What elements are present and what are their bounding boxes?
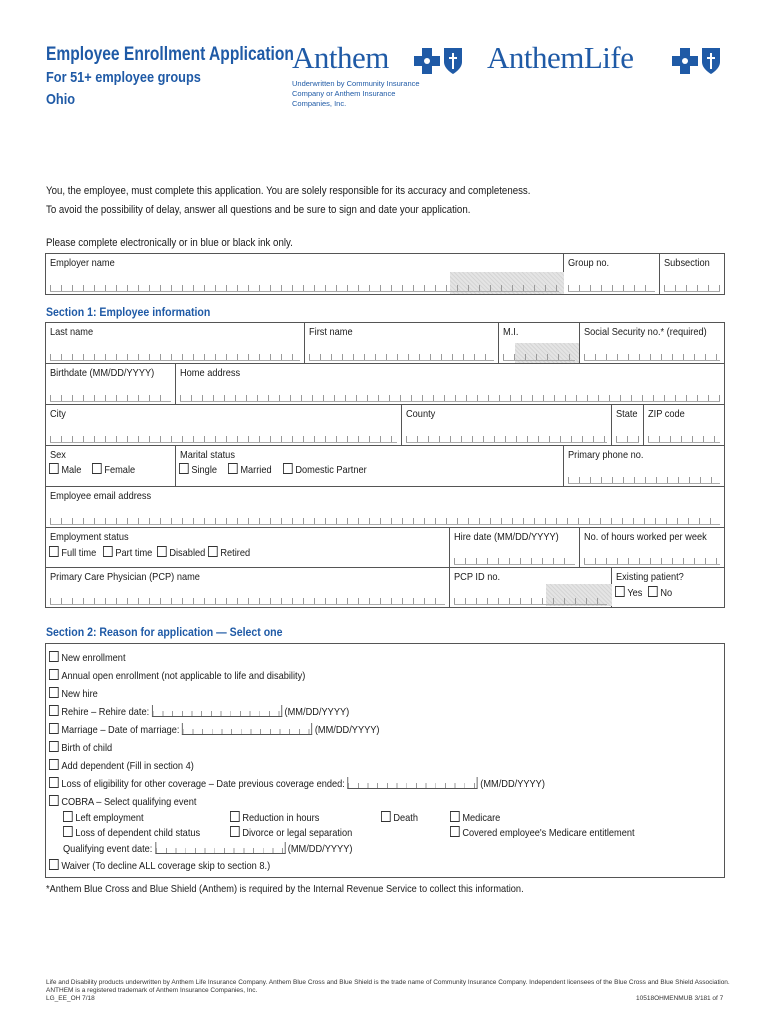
marital-status-field: Marital status Single Married Domestic Partner (176, 446, 564, 487)
anthem-logo-text: Anthem (292, 40, 389, 75)
zip-field[interactable]: ZIP code (644, 405, 724, 446)
footer-line-1: Life and Disability products underwritten by Anthem Life Insurance Company. Anthem Blue Cross and Blue Shield is the trade name of Community Insurance Company. Independent licensees of the Blue Cross and Blue Shield Association. (46, 979, 730, 986)
group-no-field[interactable]: Group no. (564, 254, 660, 294)
existing-patient-field: Existing patient? Yes No (616, 571, 684, 599)
cobra-checkbox[interactable]: COBRA – Select qualifying event (49, 795, 196, 808)
first-name-field[interactable]: First name (305, 323, 499, 364)
marriage-date-input[interactable] (182, 723, 312, 735)
existing-yes-checkbox[interactable]: Yes (615, 586, 642, 599)
footer-code: 10518OHMENMUB 3/18 (636, 995, 708, 1002)
intro-line-1: You, the employee, must complete this application. You are solely responsible for its accuracy and completeness. (46, 185, 531, 197)
footer-form-id: LG_EE_OH 7/18 (46, 995, 95, 1002)
full-time-checkbox[interactable]: Full time (49, 546, 96, 559)
employment-status-field: Employment status Full time Part time Disabled Retired (46, 528, 450, 568)
male-checkbox[interactable]: Male (49, 463, 81, 476)
pcp-id-field[interactable]: PCP ID no. (450, 568, 612, 607)
existing-no-checkbox[interactable]: No (648, 586, 672, 599)
subsection-field[interactable]: Subsection (660, 254, 724, 294)
blue-cross-icon (672, 48, 698, 74)
loss-date-input[interactable] (347, 777, 477, 789)
anthem-life-logo-text: AnthemLife (487, 40, 634, 75)
pcp-name-field[interactable]: Primary Care Physician (PCP) name (46, 568, 450, 607)
form-state: Ohio (46, 91, 76, 108)
footer-line-2: ANTHEM is a registered trademark of Anthem Insurance Companies, Inc. (46, 987, 258, 994)
form-title: Employee Enrollment Application (46, 44, 294, 65)
city-field[interactable]: City (46, 405, 402, 446)
page-number: 1 of 7 (707, 995, 724, 1002)
footnote: *Anthem Blue Cross and Blue Shield (Anthem) is required by the Internal Revenue Service to collect this information. (46, 883, 524, 895)
blue-shield-icon (702, 48, 720, 74)
new-hire-checkbox[interactable]: New hire (49, 687, 98, 700)
sex-field: Sex Male Female (46, 446, 176, 487)
primary-phone-field[interactable]: Primary phone no. (564, 446, 724, 487)
state-field[interactable]: State (612, 405, 644, 446)
new-enrollment-checkbox[interactable]: New enrollment (49, 651, 126, 664)
part-time-checkbox[interactable]: Part time (103, 546, 152, 559)
qualifying-event-date: Qualifying event date: (MM/DD/YYYY) (63, 843, 353, 855)
birthdate-field[interactable]: Birthdate (MM/DD/YYYY) (46, 364, 176, 405)
marriage-checkbox[interactable]: Marriage – Date of marriage: (MM/DD/YYYY) (49, 723, 380, 736)
reduction-hours-checkbox[interactable]: Reduction in hours (230, 811, 319, 824)
medicare-checkbox[interactable]: Medicare (450, 811, 500, 824)
last-name-field[interactable]: Last name (46, 323, 305, 364)
rehire-checkbox[interactable]: Rehire – Rehire date: (MM/DD/YYYY) (49, 705, 349, 718)
section2-title: Section 2: Reason for application — Select one (46, 625, 283, 639)
single-checkbox[interactable]: Single (179, 463, 217, 476)
domestic-partner-checkbox[interactable]: Domestic Partner (283, 463, 367, 476)
hours-per-week-field[interactable]: No. of hours worked per week (580, 528, 724, 568)
home-address-field[interactable]: Home address (176, 364, 724, 405)
loss-of-eligibility-checkbox[interactable]: Loss of eligibility for other coverage – Date previous coverage ended: (MM/DD/YYYY) (49, 777, 545, 790)
county-field[interactable]: County (402, 405, 612, 446)
blue-shield-icon (444, 48, 462, 74)
disabled-checkbox[interactable]: Disabled (157, 546, 205, 559)
loss-child-status-checkbox[interactable]: Loss of dependent child status (63, 826, 200, 839)
married-checkbox[interactable]: Married (228, 463, 272, 476)
waiver-checkbox[interactable]: Waiver (To decline ALL coverage skip to section 8.) (49, 859, 270, 872)
section1-title: Section 1: Employee information (46, 305, 211, 319)
intro-line-3: Please complete electronically or in blue or black ink only. (46, 237, 293, 249)
female-checkbox[interactable]: Female (92, 463, 135, 476)
covered-medicare-checkbox[interactable]: Covered employee's Medicare entitlement (450, 826, 635, 839)
blue-cross-shield-logo (414, 44, 466, 76)
rehire-date-input[interactable] (152, 705, 282, 717)
employer-row (45, 253, 725, 295)
reason-box (45, 643, 725, 878)
mi-field[interactable]: M.I. (499, 323, 580, 364)
death-checkbox[interactable]: Death (381, 811, 418, 824)
hire-date-field[interactable]: Hire date (MM/DD/YYYY) (450, 528, 580, 568)
form-subtitle: For 51+ employee groups (46, 69, 201, 86)
blue-cross-icon (414, 48, 440, 74)
qualifying-date-input[interactable] (155, 842, 285, 854)
employer-name-field[interactable]: Employer name (46, 254, 564, 294)
email-field[interactable]: Employee email address (46, 487, 724, 528)
add-dependent-checkbox[interactable]: Add dependent (Fill in section 4) (49, 759, 194, 772)
annual-open-checkbox[interactable]: Annual open enrollment (not applicable to life and disability) (49, 669, 305, 682)
retired-checkbox[interactable]: Retired (208, 546, 250, 559)
left-employment-checkbox[interactable]: Left employment (63, 811, 144, 824)
divorce-checkbox[interactable]: Divorce or legal separation (230, 826, 352, 839)
underwriting-note: Underwritten by Community Insurance Company or Anthem Insurance Companies, Inc. (292, 79, 420, 108)
ssn-field[interactable]: Social Security no.* (required) (580, 323, 724, 364)
employee-info-table (45, 322, 725, 608)
anthem-life-shield-logo (672, 44, 724, 76)
birth-of-child-checkbox[interactable]: Birth of child (49, 741, 112, 754)
intro-line-2: To avoid the possibility of delay, answer all questions and be sure to sign and date your application. (46, 204, 471, 216)
